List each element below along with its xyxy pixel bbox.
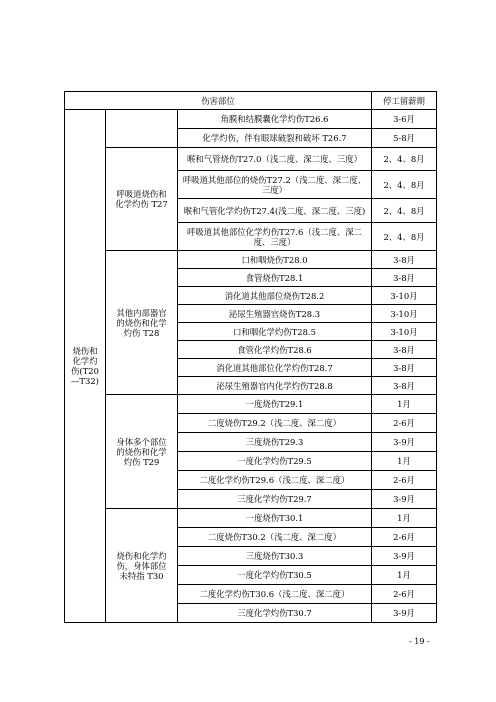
pay-period: 3-10月 (372, 323, 437, 341)
pay-period: 2-6月 (372, 528, 437, 547)
pay-period: 2-6月 (372, 585, 437, 604)
pay-period: 2-6月 (372, 414, 437, 433)
group-name: 烧伤和化学灼 伤，身体部位 未特指 T30 (106, 509, 178, 623)
page-number: - 19 - (409, 637, 430, 646)
injury-part: 三度烧伤T30.3 (178, 547, 372, 566)
pay-period: 3-9月 (372, 604, 437, 623)
injury-part: 喉和气管化学灼伤T27.4(浅二度、深二度、三度) (178, 199, 372, 223)
injury-part: 二度烧伤T29.2（浅二度、深二度） (178, 414, 372, 433)
injury-part: 三度烧伤T29.3 (178, 433, 372, 452)
injury-part: 二度烧伤T30.2（浅二度、深二度） (178, 528, 372, 547)
pay-period: 3-8月 (372, 377, 437, 395)
group-name: 身体多个部位 的烧伤和化学 灼伤 T29 (106, 395, 178, 509)
injury-part: 泌尿生殖器官内化学灼伤T28.8 (178, 377, 372, 395)
injury-part: 二度化学灼伤T29.6（浅二度、深二度） (178, 471, 372, 490)
table-row (65, 148, 437, 171)
pay-period: 1月 (372, 566, 437, 585)
pay-period: 3-10月 (372, 287, 437, 305)
header-row (65, 92, 437, 110)
table-row (65, 251, 437, 269)
pay-period: 3-9月 (372, 547, 437, 566)
injury-part: 角膜和结膜囊化学灼伤T26.6 (178, 110, 372, 129)
pay-period: 3-6月 (372, 110, 437, 129)
pay-period: 2、4、8月 (372, 171, 437, 199)
pay-period: 1月 (372, 395, 437, 414)
group-name (106, 110, 178, 148)
header-pay: 停工留薪期 (372, 92, 437, 110)
pay-period: 3-8月 (372, 269, 437, 287)
injury-part: 三度化学灼伤T29.7 (178, 490, 372, 509)
pay-period: 3-8月 (372, 341, 437, 359)
injury-part: 一度化学灼伤T29.5 (178, 452, 372, 471)
pay-period: 3-9月 (372, 433, 437, 452)
injury-part: 一度烧伤T29.1 (178, 395, 372, 414)
pay-period: 5-8月 (372, 129, 437, 148)
injury-part: 口和咽化学灼伤T28.5 (178, 323, 372, 341)
group-name: 呼吸道烧伤和 化学灼伤 T27 (106, 148, 178, 251)
pay-period: 1月 (372, 452, 437, 471)
pay-period: 3-9月 (372, 490, 437, 509)
group-name: 其他内部器官 的烧伤和化学 灼伤 T28 (106, 251, 178, 395)
pay-period: 2、4、8月 (372, 223, 437, 251)
injury-part: 化学灼伤，伴有眼球破裂和破坏 T26.7 (178, 129, 372, 148)
injury-part: 呼吸道其他部位的烧伤T27.2（浅二度、深二度、三度） (178, 171, 372, 199)
table-row (65, 110, 437, 129)
injury-part: 消化道其他部位烧伤T28.2 (178, 287, 372, 305)
header-part: 伤害部位 (65, 92, 372, 110)
injury-part: 泌尿生殖器官烧伤T28.3 (178, 305, 372, 323)
pay-period: 3-8月 (372, 251, 437, 269)
table-row (65, 395, 437, 414)
injury-table (64, 91, 437, 623)
injury-part: 三度化学灼伤T30.7 (178, 604, 372, 623)
injury-part: 消化道其他部位化学灼伤T28.7 (178, 359, 372, 377)
injury-part: 二度化学灼伤T30.6（浅二度、深二度） (178, 585, 372, 604)
injury-part: 食管烧伤T28.1 (178, 269, 372, 287)
pay-period: 2、4、8月 (372, 199, 437, 223)
pay-period: 2-6月 (372, 471, 437, 490)
injury-part: 喉和气管烧伤T27.0（浅二度、深二度、三度） (178, 148, 372, 171)
injury-part: 一度化学灼伤T30.5 (178, 566, 372, 585)
category-cell: 烧伤和 化学灼 伤(T20 —T32) (65, 110, 106, 623)
injury-part: 一度烧伤T30.1 (178, 509, 372, 528)
pay-period: 3-8月 (372, 359, 437, 377)
table-row (65, 509, 437, 528)
injury-part: 食管化学灼伤T28.6 (178, 341, 372, 359)
pay-period: 3-10月 (372, 305, 437, 323)
pay-period: 2、4、8月 (372, 148, 437, 171)
pay-period: 1月 (372, 509, 437, 528)
injury-part: 口和咽烧伤T28.0 (178, 251, 372, 269)
injury-part: 呼吸道其他部位化学灼伤T27.6（浅二度、深二度、三度） (178, 223, 372, 251)
